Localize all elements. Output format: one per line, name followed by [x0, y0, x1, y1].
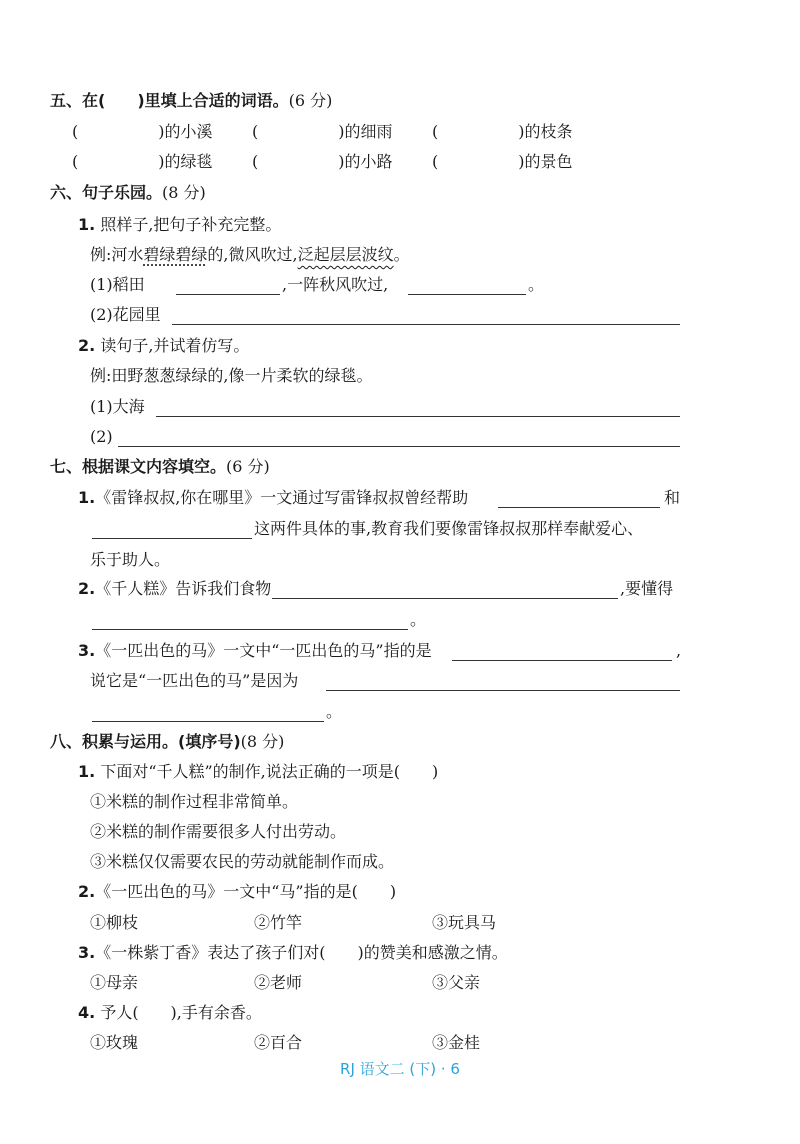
q6-1-part-2 — [0, 300, 800, 330]
q7-3-text-1: 《一匹出色的马》一文中“一匹出色的马”指的是 — [95, 641, 432, 660]
q7-1-text-3: 乐于助人。 — [90, 550, 171, 569]
answer-blank[interactable] — [92, 703, 324, 722]
q6-2-p1-label: (1)大海 — [90, 397, 145, 416]
q8-4-options — [0, 1028, 800, 1058]
q6-1-number: 1. — [78, 215, 96, 234]
fill-item-carpet[interactable]: ( )的绿毯 — [72, 152, 213, 171]
q8-4-number: 4. — [78, 1003, 96, 1022]
section-5-title: 五、在( )里填上合适的词语。 — [50, 91, 289, 110]
q8-2-stem — [0, 877, 800, 907]
answer-blank[interactable] — [272, 580, 618, 599]
section-7-points: (6 分) — [226, 457, 270, 476]
q6-2-stem — [0, 331, 800, 361]
section-5-heading — [0, 86, 800, 116]
answer-blank[interactable] — [156, 398, 680, 417]
answer-blank[interactable] — [498, 489, 660, 508]
q7-2-text-1: 《千人糕》告诉我们食物 — [95, 579, 272, 598]
q6-2-example-text: 例:田野葱葱绿绿的,像一片柔软的绿毯。 — [90, 366, 373, 385]
q7-2-end: 。 — [410, 610, 427, 629]
section-8-heading — [0, 727, 800, 757]
q8-3-number: 3. — [78, 943, 96, 962]
example-prefix: 例:河水 — [90, 245, 144, 264]
section-5-row-2 — [0, 147, 800, 177]
option-text: ①玫瑰 — [90, 1033, 139, 1052]
q7-1-text-1: 《雷锋叔叔,你在哪里》一文通过写雷锋叔叔曾经帮助 — [95, 488, 469, 507]
q7-3-line-2 — [0, 666, 800, 696]
q6-2-text: 读句子,并试着仿写。 — [100, 336, 250, 355]
q8-2-number: 2. — [78, 882, 96, 901]
example-dotted-words: 碧绿碧绿 — [143, 245, 208, 264]
q6-2-part-1 — [0, 392, 800, 422]
section-7-title: 七、根据课文内容填空。 — [50, 457, 227, 476]
section-8-title: 八、积累与运用。(填序号) — [50, 732, 241, 751]
section-5-row-1 — [0, 117, 800, 147]
q7-1-line-1 — [0, 483, 800, 513]
q7-2-number: 2. — [78, 579, 96, 598]
q8-1-option-1 — [0, 787, 800, 817]
q7-2-line-1 — [0, 574, 800, 604]
q8-2-options — [0, 908, 800, 938]
q8-1-stem — [0, 757, 800, 787]
q6-2-number: 2. — [78, 336, 96, 355]
fill-item-path[interactable]: ( )的小路 — [252, 152, 393, 171]
fill-item-stream[interactable]: ( )的小溪 — [72, 122, 213, 141]
q6-1-text: 照样子,把句子补充完整。 — [100, 215, 282, 234]
q7-1-number: 1. — [78, 488, 96, 507]
q8-2-text[interactable]: 《一匹出色的马》一文中“马”指的是( ) — [95, 882, 397, 901]
q6-1-p1-mid: ,一阵秋风吹过, — [282, 275, 389, 294]
q7-3-number: 3. — [78, 641, 96, 660]
q8-1-text[interactable]: 下面对“千人糕”的制作,说法正确的一项是( ) — [100, 762, 439, 781]
section-6-title: 六、句子乐园。 — [50, 183, 163, 202]
q6-2-example — [0, 361, 800, 391]
option-text: ③玩具马 — [432, 913, 497, 932]
q8-3-stem — [0, 938, 800, 968]
q8-1-option-2 — [0, 817, 800, 847]
option-text: ②老师 — [254, 973, 303, 992]
q6-2-p2-label: (2) — [90, 427, 113, 446]
q6-1-part-1 — [0, 270, 800, 300]
q6-1-p1-end: 。 — [528, 275, 545, 294]
q6-2-part-2 — [0, 422, 800, 452]
section-6-heading — [0, 178, 800, 208]
option-text: ②米糕的制作需要很多人付出劳动。 — [90, 822, 347, 841]
q6-1-p2-label: (2)花园里 — [90, 305, 161, 324]
q7-1-line-3 — [0, 545, 800, 575]
section-6-points: (8 分) — [162, 183, 206, 202]
answer-blank[interactable] — [118, 428, 680, 447]
section-8-points: (8 分) — [240, 732, 285, 751]
example-middle: 的,微风吹过, — [207, 245, 298, 264]
fill-item-scenery[interactable]: ( )的景色 — [432, 152, 573, 171]
option-text: ③米糕仅仅需要农民的劳动就能制作而成。 — [90, 852, 395, 871]
q7-3-text-2: 说它是“一匹出色的马”是因为 — [90, 671, 299, 690]
q7-2-line-2 — [0, 605, 800, 635]
q7-3-line-1 — [0, 636, 800, 666]
example-end: 。 — [393, 245, 410, 264]
answer-blank[interactable] — [92, 611, 408, 630]
example-wavy-words: 泛起层层波纹 — [297, 245, 394, 264]
q7-1-line-2 — [0, 514, 800, 544]
answer-blank[interactable] — [408, 276, 526, 295]
q8-3-text[interactable]: 《一株紫丁香》表达了孩子们对( )的赞美和感激之情。 — [95, 943, 508, 962]
option-text: ①米糕的制作过程非常简单。 — [90, 792, 299, 811]
answer-blank[interactable] — [326, 672, 680, 691]
option-text: ③金桂 — [432, 1033, 481, 1052]
q6-1-example — [0, 240, 800, 270]
fill-item-drizzle[interactable]: ( )的细雨 — [252, 122, 393, 141]
q6-1-stem — [0, 210, 800, 240]
option-text: ①柳枝 — [90, 913, 139, 932]
answer-blank[interactable] — [172, 306, 680, 325]
page-footer: RJ 语文二 (下) · 6 — [340, 1060, 460, 1078]
q7-2-text-2: ,要懂得 — [620, 579, 674, 598]
q6-1-p1-label: (1)稻田 — [90, 275, 145, 294]
q7-1-and: 和 — [664, 488, 681, 507]
q8-4-stem — [0, 998, 800, 1028]
q7-3-end: 。 — [326, 702, 343, 721]
option-text: ③父亲 — [432, 973, 481, 992]
q8-1-number: 1. — [78, 762, 96, 781]
section-5-points: (6 分) — [288, 91, 333, 110]
answer-blank[interactable] — [92, 520, 252, 539]
option-text: ①母亲 — [90, 973, 139, 992]
option-text: ②竹竿 — [254, 913, 303, 932]
answer-blank[interactable] — [176, 276, 280, 295]
q8-4-text[interactable]: 予人( ),手有余香。 — [100, 1003, 262, 1022]
q7-3-line-3 — [0, 697, 800, 727]
q8-1-option-3 — [0, 847, 800, 877]
section-7-heading — [0, 452, 800, 482]
answer-blank[interactable] — [452, 642, 672, 661]
q7-3-comma: , — [676, 641, 682, 660]
option-text: ②百合 — [254, 1033, 303, 1052]
q7-1-text-2: 这两件具体的事,教育我们要像雷锋叔叔那样奉献爱心、 — [254, 519, 644, 538]
fill-item-branches[interactable]: ( )的枝条 — [432, 122, 573, 141]
q8-3-options — [0, 968, 800, 998]
